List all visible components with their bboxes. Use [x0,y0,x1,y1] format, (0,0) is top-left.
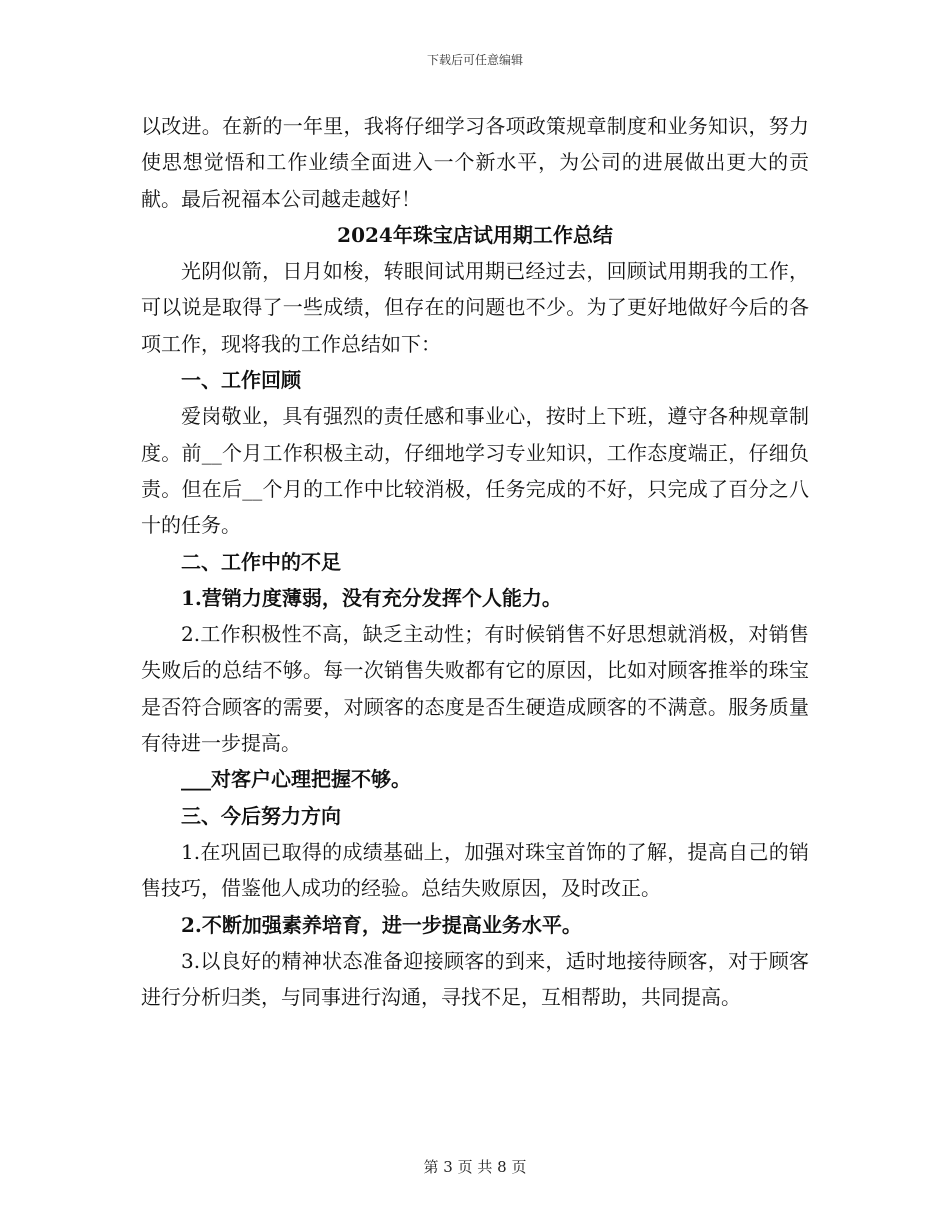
page-footer: 第 3 页 共 8 页 [423,1158,527,1176]
section-title: 2024年珠宝店试用期工作总结 [337,222,613,247]
page-header: 下载后可任意编辑 [426,53,523,67]
heading-shortcomings: 二、工作中的不足 [181,549,341,574]
paragraph-continuation: 以改进。在新的一年里，我将仔细学习各项政策规章制度和业务知识，努力使思想觉悟和工作业绩全面进入一个新水平，为公司的进展做出更大的贡献。最后祝福本公司越走越好！ [141,114,809,211]
direction-item-3: 3.以良好的精神状态准备迎接顾客的到来，适时地接待顾客，对于顾客进行分析归类，与同事进行沟通，寻找不足，互相帮助，共同提高。 [141,948,809,1010]
shortcoming-item-1: 1.营销力度薄弱，没有充分发挥个人能力。 [181,585,562,610]
heading-future-direction: 三、今后努力方向 [181,803,341,828]
direction-item-2: 2.不断加强素养培育，进一步提高业务水平。 [181,912,582,937]
direction-item-1: 1.在巩固已取得的成绩基础上，加强对珠宝首饰的了解，提高自己的销售技巧，借鉴他人成功的经验。总结失败原因，及时改正。 [141,839,809,901]
document-body [141,108,809,1015]
shortcoming-item-3: ___对客户心理把握不够。 [181,767,411,792]
paragraph-intro: 光阴似箭，日月如梭，转眼间试用期已经过去，回顾试用期我的工作，可以说是取得了一些成绩，但存在的问题也不少。为了更好地做好今后的各项工作，现将我的工作总结如下： [141,259,809,356]
heading-work-review: 一、工作回顾 [181,368,301,393]
shortcoming-item-2: 2.工作积极性不高，缺乏主动性；有时候销售不好思想就消极，对销售失败后的总结不够。每一次销售失败都有它的原因，比如对顾客推举的珠宝是否符合顾客的需要，对顾客的态度是否生硬造成顾客的不满意。服务质量有待进一步提高。 [141,622,809,756]
paragraph-work-review: 爱岗敬业，具有强烈的责任感和事业心，按时上下班，遵守各种规章制度。前__个月工作积极主动，仔细地学习专业知识，工作态度端正，仔细负责。但在后__个月的工作中比较消极，任务完成的不好，只完成了百分之八十的任务。 [141,404,809,538]
